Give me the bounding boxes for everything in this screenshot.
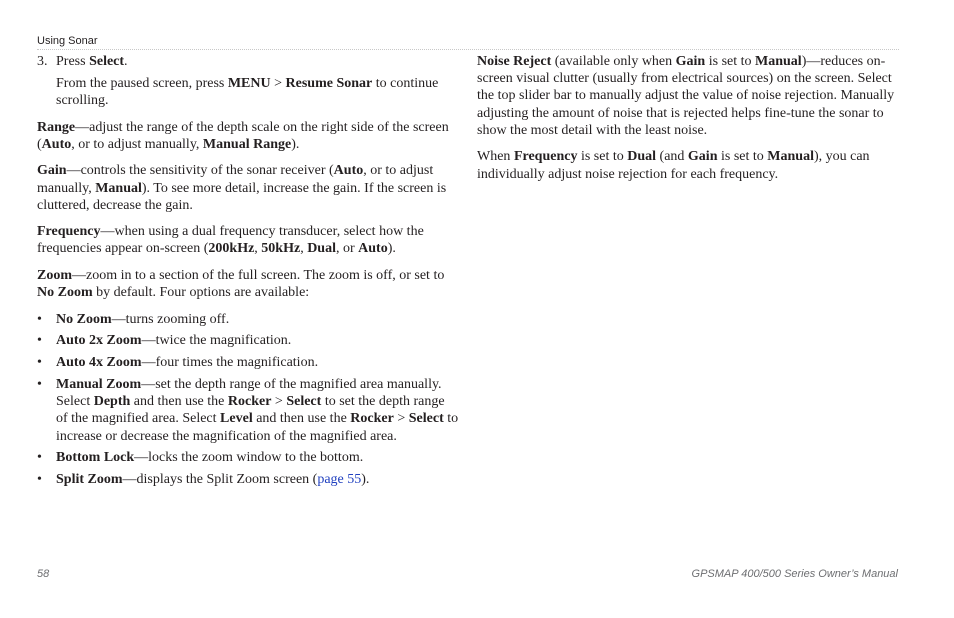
- zoom-term: Zoom: [37, 267, 72, 283]
- list-item: • Bottom Lock—locks the zoom window to the bottom.: [37, 450, 364, 466]
- frequency-term: Frequency: [37, 224, 101, 240]
- bullet: •: [37, 333, 42, 349]
- noise-reject-term: Noise Reject: [477, 54, 552, 69]
- running-header: Using Sonar: [37, 35, 98, 47]
- step-3: [37, 53, 459, 70]
- noise-reject-paragraph: Noise Reject (available only when Gain is set to Manual)—reduces on-screen visual clutter (usually from electrical sources) on the screen. Select the top slider bar to manually adjust the value of noise rejection. Manually adjusting the amount of noise that is rejected helps fine-tune the sonar to show the most detail with the least noise.: [477, 54, 895, 138]
- header-rule: [37, 49, 899, 50]
- step-3-text: Press Select.: [56, 54, 128, 69]
- bullet: •: [37, 472, 42, 488]
- range-paragraph: Range—adjust the range of the depth scale on the right side of the screen (Auto, or to adjust manually, Manual Range).: [37, 119, 449, 152]
- right-column: [477, 53, 899, 192]
- bullet: •: [37, 450, 42, 466]
- list-item: • Manual Zoom—set the depth range of the magnified area manually. Select Depth and then use the Rocker > Select to set the depth range of the magnified area. Select Level and then use the Rocker > Select to increase or decrease the magnification of the magnified area.: [37, 377, 459, 444]
- page-55-link[interactable]: page 55: [317, 472, 362, 488]
- list-item: • Auto 2x Zoom—twice the magnification.: [37, 333, 292, 349]
- step-number: 3.: [37, 54, 48, 69]
- manual-title: GPSMAP 400/500 Series Owner’s Manual: [691, 568, 898, 580]
- dual-frequency-paragraph: When Frequency is set to Dual (and Gain is set to Manual), you can individually adjust noise rejection for each frequency.: [477, 149, 870, 182]
- page-number: 58: [37, 568, 50, 580]
- step-3-note: From the paused screen, press MENU > Resume Sonar to continue scrolling.: [56, 76, 439, 109]
- list-item: • Split Zoom—displays the Split Zoom screen (page 55).: [37, 472, 370, 488]
- gain-paragraph: Gain—controls the sensitivity of the sonar receiver (Auto, or to adjust manually, Manual). To see more detail, increase the gain. If the screen is cluttered, decrease the gain.: [37, 163, 447, 213]
- zoom-paragraph: Zoom—zoom in to a section of the full screen. The zoom is off, or set to No Zoom by default. Four options are available:: [37, 267, 445, 301]
- select-term: Select: [89, 54, 125, 69]
- bullet: •: [37, 311, 42, 327]
- list-item: • Auto 4x Zoom—four times the magnification.: [37, 355, 319, 371]
- resume-sonar-term: Resume Sonar: [285, 76, 373, 92]
- left-column: [37, 53, 459, 493]
- frequency-paragraph: Frequency—when using a dual frequency transducer, select how the frequencies appear on-screen (200kHz, 50kHz, Dual, or Auto).: [37, 224, 424, 257]
- gain-term: Gain: [37, 163, 67, 179]
- range-term: Range: [37, 119, 76, 135]
- bullet: •: [37, 377, 42, 393]
- zoom-options-list: [37, 311, 459, 489]
- menu-term: MENU: [227, 76, 271, 92]
- bullet: •: [37, 355, 42, 371]
- list-item: • No Zoom—turns zooming off.: [37, 311, 230, 327]
